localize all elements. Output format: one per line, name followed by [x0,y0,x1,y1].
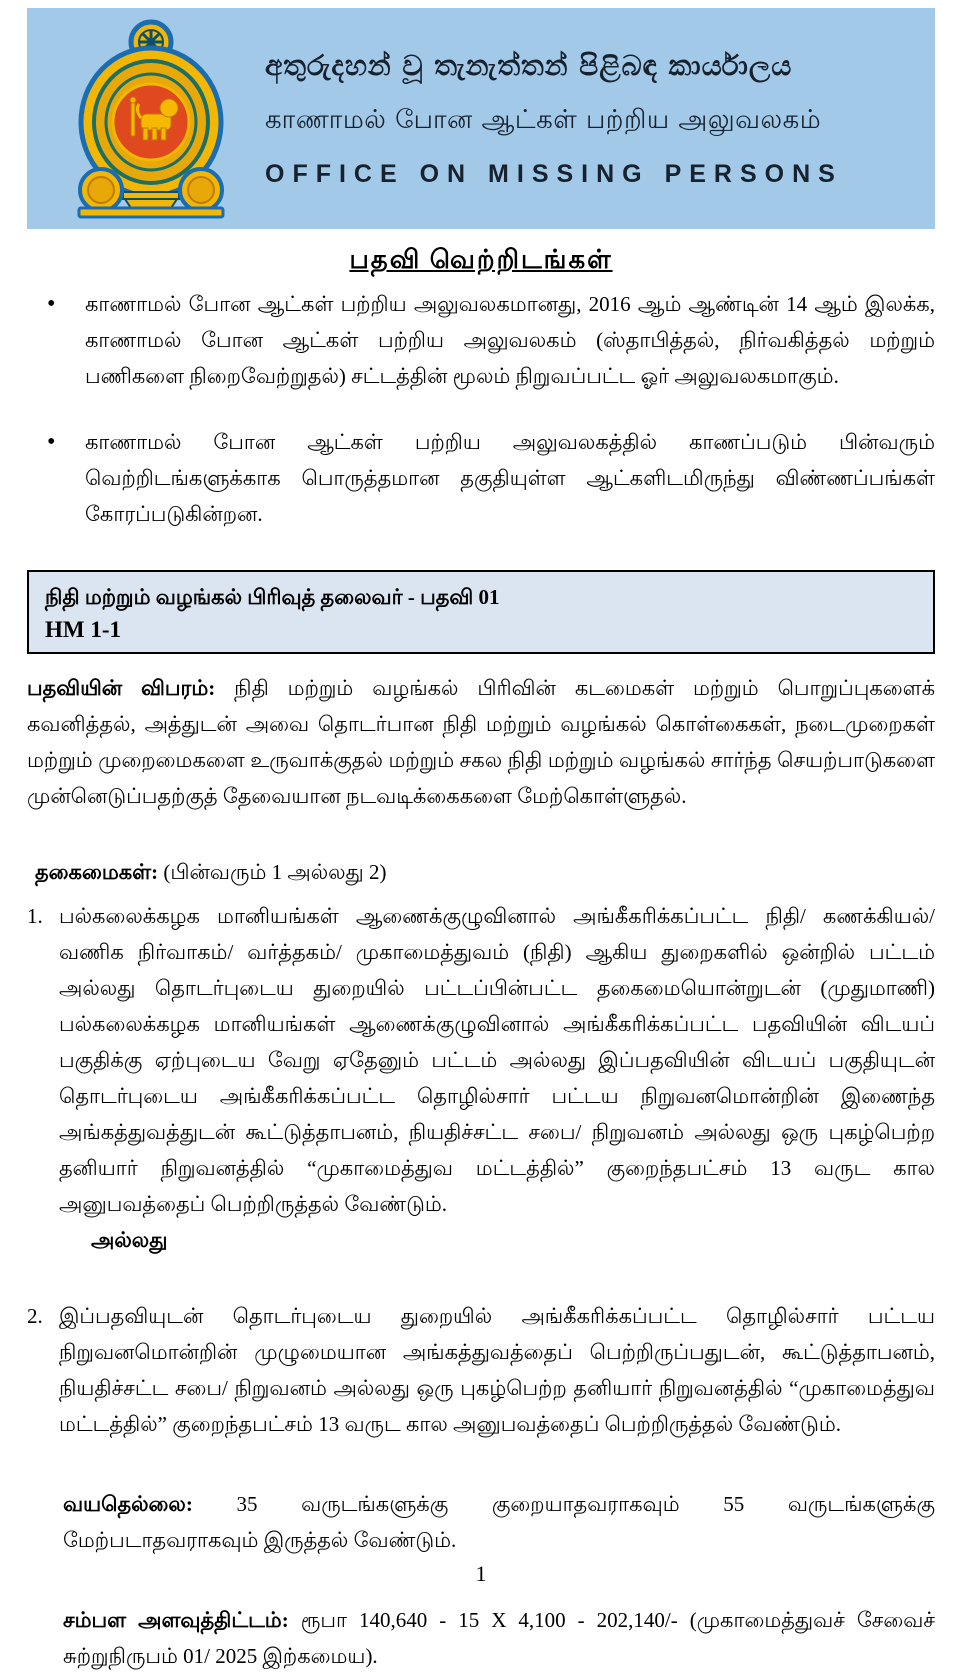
qualifications-label: தகைமைகள்: [35,860,159,884]
qualification-item-1 [27,898,935,1222]
position-description-label: பதவியின் விபரம்: [27,676,216,700]
vacancy-grade-code: HM 1-1 [45,617,122,642]
item-2-text: இப்பதவியுடன் தொடர்புடைய துறையில் அங்கீகரிக்கப்பட்ட தொழில்சார் பட்டய நிறுவனமொன்றின் முழுமையான அங்கத்துவத்தைப் பெற்றிருப்பதுடன், கூட்டுத்தாபனம், நியதிச்சட்ட சபை/ நிறுவனம் அல்லது ஒரு புகழ்பெற்ற தனியார் நிறுவனத்தில் “முகாமைத்துவ மட்டத்தில்” குறைந்தபட்சம் 13 வருட கால அனுபவத்தைப் பெற்றிருத்தல் வேண்டும். [59,1304,935,1436]
org-name-sinhala: අතුරුදහන් වූ තැනැත්තන් පිළිබඳ කාර්යාලය [265,48,793,82]
bullet-icon [27,286,85,394]
intro-bullet-1 [27,286,935,394]
intro-bullet-2 [27,424,935,532]
sri-lanka-emblem [63,18,239,219]
salary-scale-label: சம்பள அளவுத்திட்டம்: [63,1608,289,1632]
qualification-item-2 [27,1298,935,1442]
org-name-english: OFFICE ON MISSING PERSONS [265,159,843,188]
or-separator: அல்லது [91,1228,168,1252]
age-limit-text: 35 வருடங்களுக்கு குறையாதவராகவும் 55 வருடங்களுக்கு மேற்படாதவராகவும் இருத்தல் வேண்டும். [63,1492,935,1552]
page-number: 1 [475,1561,487,1586]
age-limit [63,1486,935,1558]
sri-lanka-emblem-icon [65,18,237,219]
intro-bullet-1-text: காணாமல் போன ஆட்கள் பற்றிய அலுவலகமானது, 2016 ஆம் ஆண்டின் 14 ஆம் இலக்க, காணாமல் போன ஆட்கள் பற்றிய அலுவலகம் (ஸ்தாபித்தல், நிர்வகித்தல் மற்றும் பணிகளை நிறைவேற்றுதல்) சட்டத்தின் மூலம் நிறுவப்பட்ட ஓர் அலுவலகமாகும். [85,292,935,388]
position-description [27,670,935,814]
qualifications-note: (பின்வரும் 1 அல்லது 2) [158,860,387,884]
intro-bullet-2-text: காணாமல் போன ஆட்கள் பற்றிய அலுவலகத்தில் காணப்படும் பின்வரும் வெற்றிடங்களுக்காக பொருத்தமான தகுதியுள்ள ஆட்களிடமிருந்து விண்ணப்பங்கள் கோரப்படுகின்றன. [85,430,935,526]
item-2-number: 2. [27,1304,43,1328]
bullet-icon [27,424,85,532]
vacancy-title-box [27,570,935,654]
age-limit-label: வயதெல்லை: [63,1492,193,1516]
vacancy-position-title: நிதி மற்றும் வழங்கல் பிரிவுத் தலைவர் - பதவி 01 [45,585,500,609]
item-1-text: பல்கலைக்கழக மானியங்கள் ஆணைக்குழுவினால் அங்கீகரிக்கப்பட்ட நிதி/ கணக்கியல்/ வணிக நிர்வாகம்/ வர்த்தகம்/ முகாமைத்துவம் (நிதி) ஆகிய துறைகளில் ஒன்றில் பட்டம் அல்லது தொடர்புடைய துறையில் பட்டப்பின்பட்ட தகைமையொன்றுடன் (முதுமாணி) பல்கலைக்கழக மானியங்கள் ஆணைக்குழுவினால் அங்கீகரிக்கப்பட்ட பதவியின் விடயப் பகுதிக்கு ஏற்புடைய வேறு ஏதேனும் பட்டம் அல்லது இப்பதவியின் விடயப் பகுதியுடன் தொடர்புடைய அங்கீகரிக்கப்பட்ட தொழில்சார் பட்டய நிறுவனமொன்றின் இணைந்த அங்கத்துவத்துடன் கூட்டுத்தாபனம், நியதிச்சட்ட சபை/ நிறுவனம் அல்லது ஒரு புகழ்பெற்ற தனியார் நிறுவனத்தில் “முகாமைத்துவ மட்டத்தில்” குறைந்தபட்சம் 13 வருட கால அனுபவத்தைப் பெற்றிருத்தல் வேண்டும். [59,904,935,1216]
position-description-text: நிதி மற்றும் வழங்கல் பிரிவின் கடமைகள் மற்றும் பொறுப்புகளைக் கவனித்தல், அத்துடன் அவை தொடர்பான நிதி மற்றும் வழங்கல் கொள்கைகள், நடைமுறைகள் மற்றும் முறைமைகளை உருவாக்குதல் மற்றும் சகல நிதி மற்றும் வழங்கல் சார்ந்த செயற்பாடுகளை முன்னெடுப்பதற்குத் தேவையான நடவடிக்கைகளை மேற்கொள்ளுதல். [27,676,936,808]
item-1-number: 1. [27,904,43,928]
letterhead-titles [265,49,917,189]
salary-scale [63,1602,935,1674]
letterhead [27,8,935,229]
org-name-tamil: காணாமல் போன ஆட்கள் பற்றிய அலுவலகம் [265,104,822,135]
qualifications-heading [35,854,935,890]
salary-scale-text: ரூபா 140,640 - 15 X 4,100 - 202,140/- (முகாமைத்துவச் சேவைச் சுற்றுநிருபம் 01/ 2025 இற்கமைய). [63,1608,935,1668]
page-title: பதவி வெற்றிடங்கள் [349,245,613,274]
